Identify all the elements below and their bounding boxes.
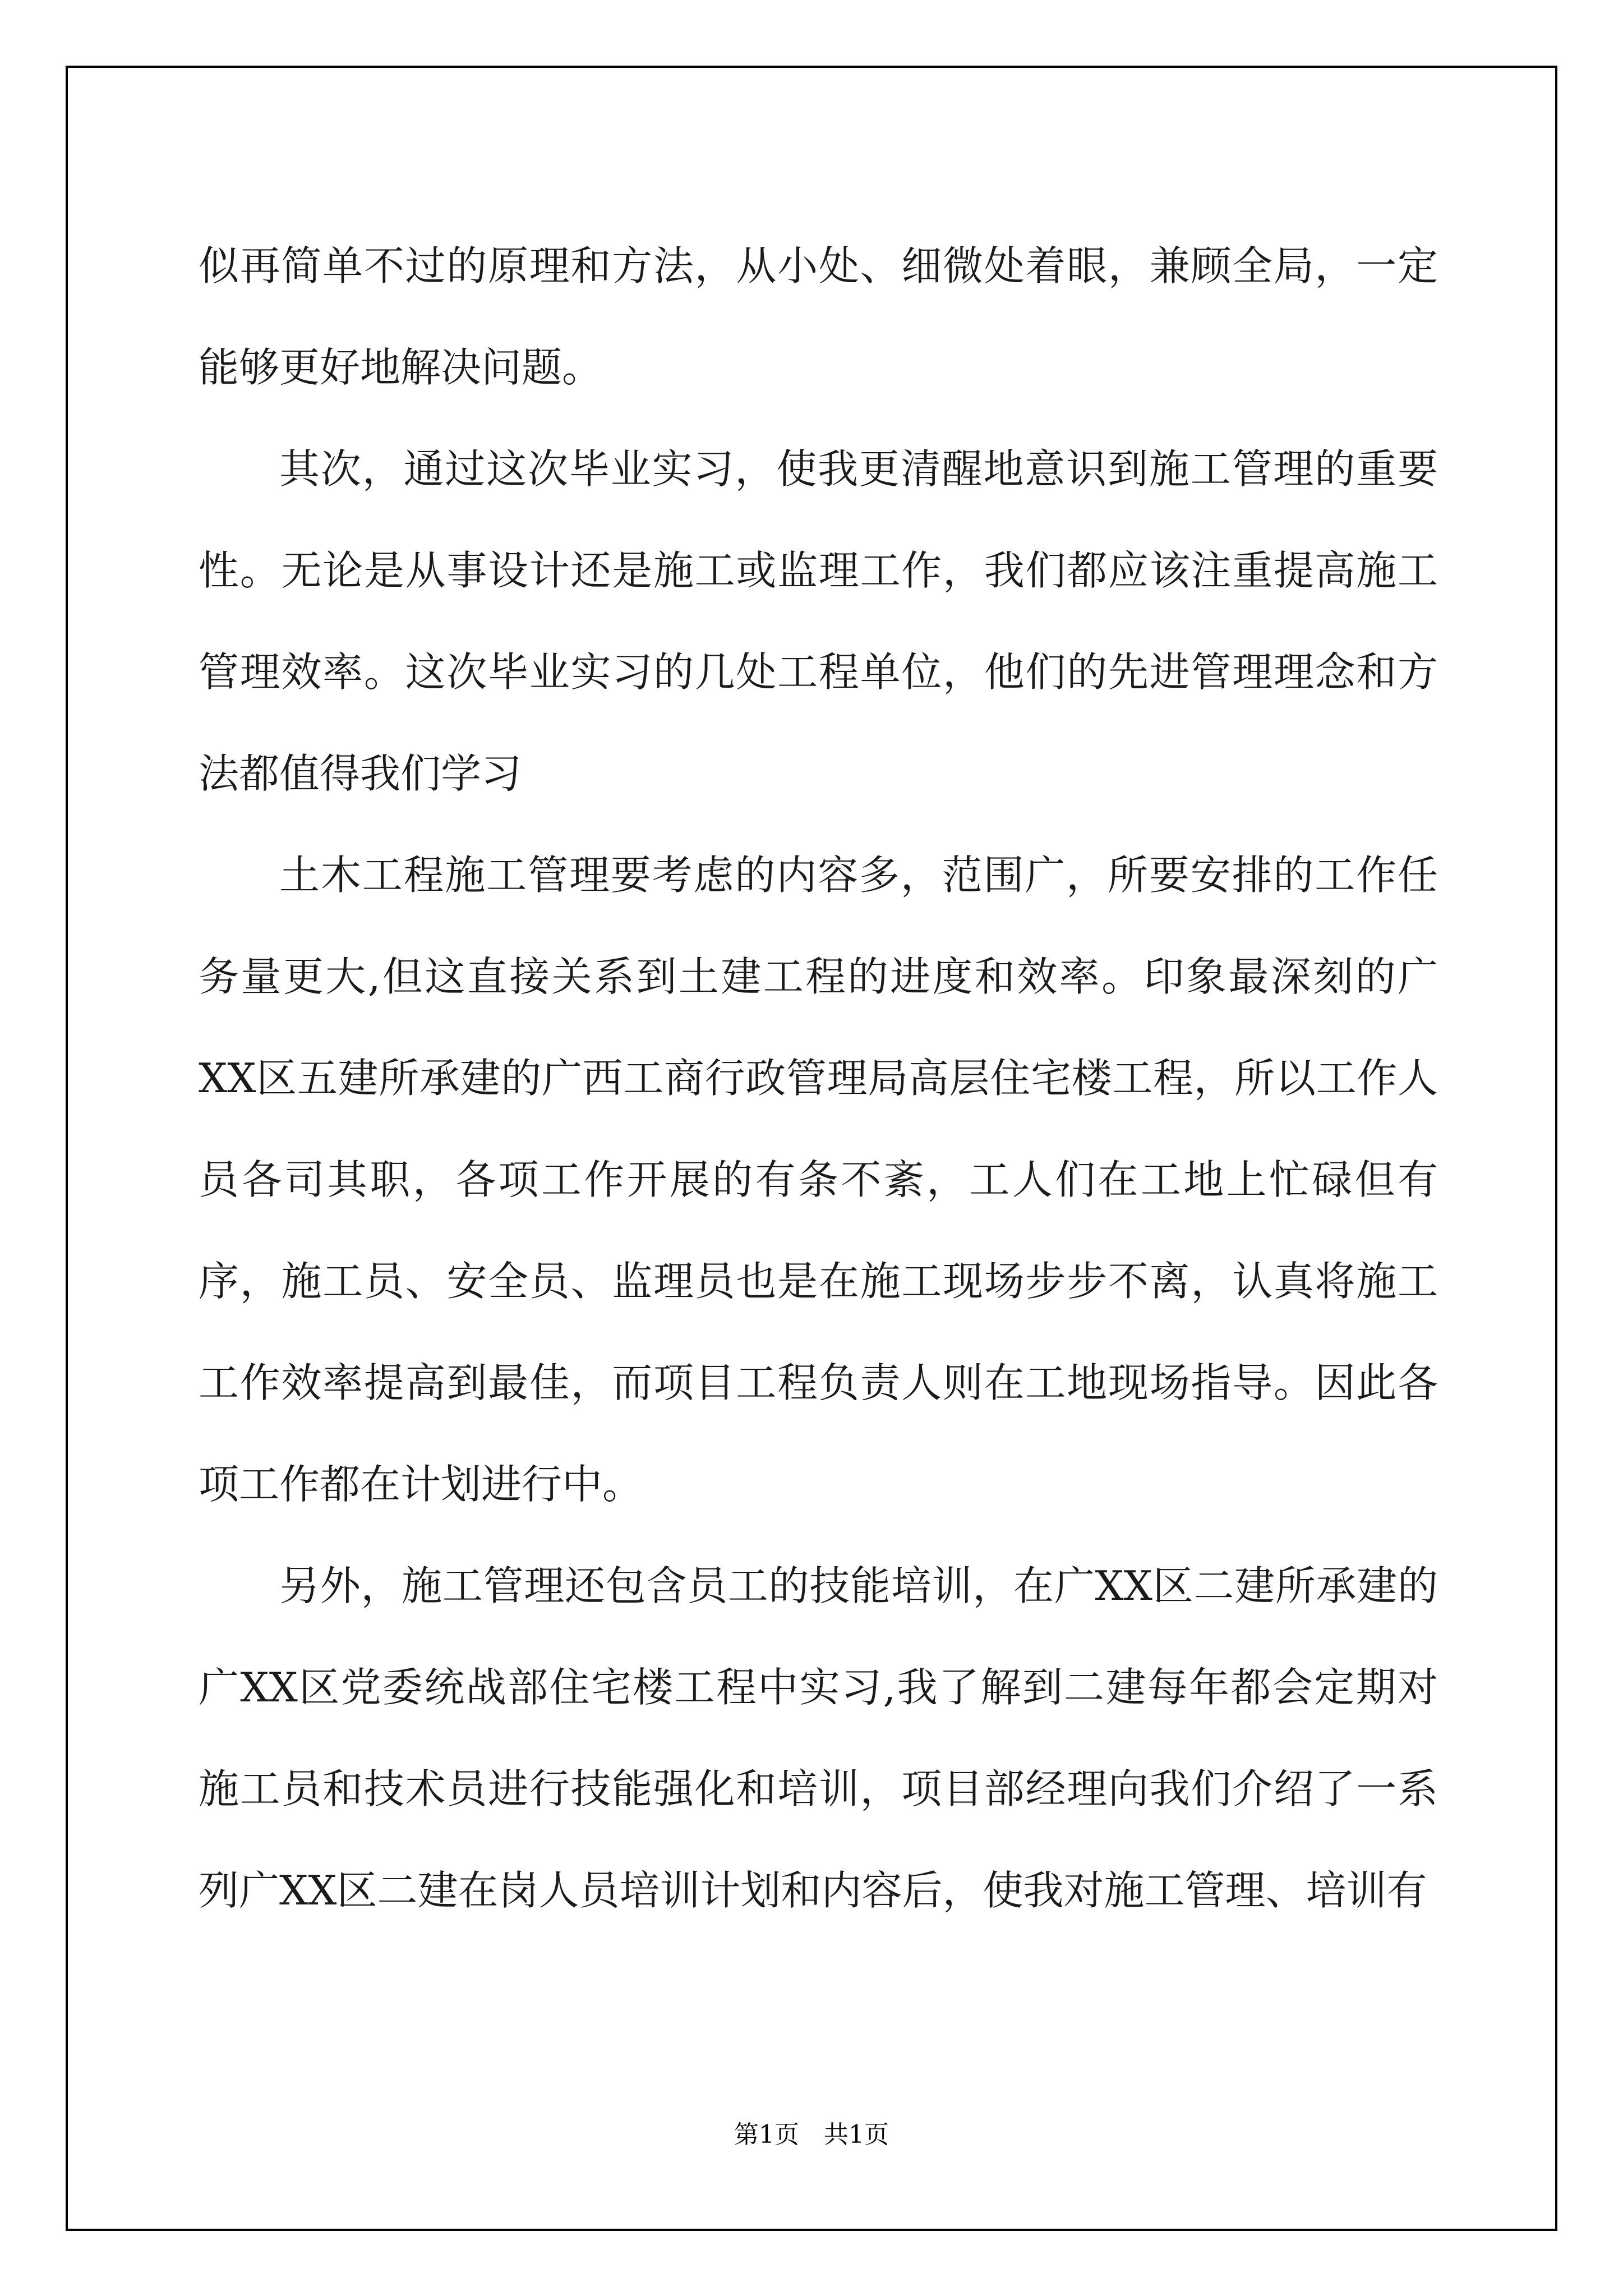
paragraph-skills-training: 另外，施工管理还包含员工的技能培训，在广XX区二建所承建的广XX区党委统战部住宅楼工程中实习,我了解到二建每年都会定期对施工员和技术员进行技能强化和培训，项目部经理向我们介绍了一系列广XX区二建在岗人员培训计划和内容后，使我对施工管理、培训有 bbox=[199, 1562, 1438, 1914]
paragraph-construction-management: 土木工程施工管理要考虑的内容多，范围广，所要安排的工作任务量更大,但这直接关系到土建工程的进度和效率。印象最深刻的广XX区五建所承建的广西工商行政管理局高层住宅楼工程，所以工作人员各司其职，各项工作开展的有条不紊，工人们在工地上忙碌但有序，施工员、安全员、监理员也是在施工现场步步不离，认真将施工工作效率提高到最佳，而项目工程负责人则在工地现场指导。因此各项工作都在计划进行中。 bbox=[199, 852, 1438, 1508]
paragraph-management-importance: 其次，通过这次毕业实习，使我更清醒地意识到施工管理的重要性。无论是从事设计还是施工或监理工作，我们都应该注重提高施工管理效率。这次毕业实习的几处工程单位，他们的先进管理理念和方法都值得我们学习 bbox=[199, 445, 1438, 797]
document-body bbox=[199, 215, 1438, 1941]
page-number-footer: 第1页 共1页 bbox=[734, 2120, 889, 2149]
paragraph-continuation: 似再简单不过的原理和方法，从小处、细微处着眼，兼顾全局，一定能够更好地解决问题。 bbox=[199, 242, 1438, 391]
